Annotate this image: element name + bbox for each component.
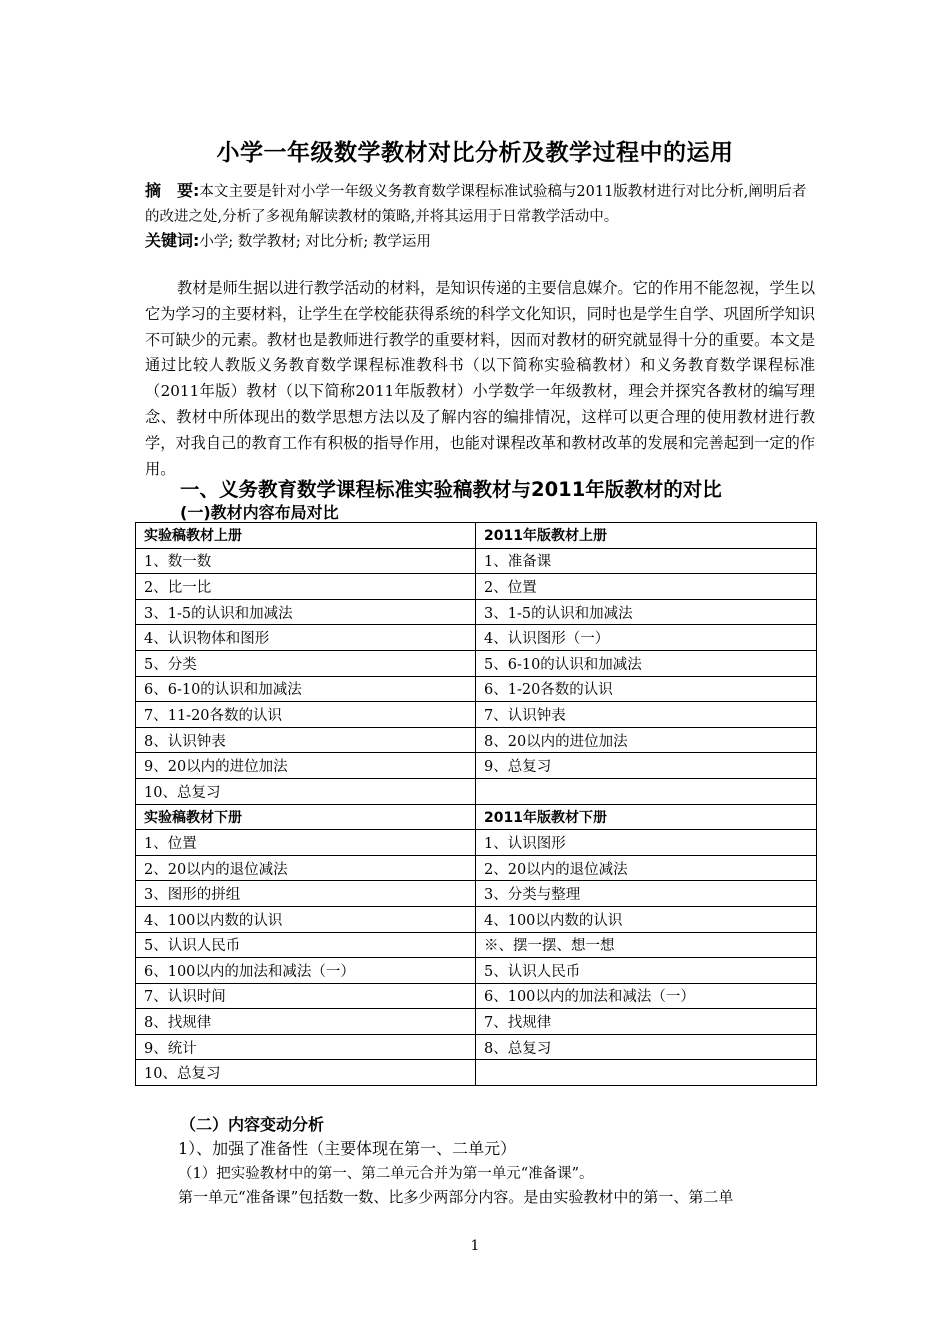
section1-subheading: (一)教材内容布局对比 <box>180 503 339 522</box>
table-row <box>136 727 817 753</box>
section2-point1: 1）、加强了准备性（主要体现在第一、二单元） <box>178 1139 517 1158</box>
table-cell <box>476 778 817 804</box>
table-cell: 6、6-10的认识和加减法 <box>136 676 476 702</box>
table-cell: 7、认识钟表 <box>476 702 817 728</box>
table-cell: 4、认识图形（一） <box>476 625 817 651</box>
table-row <box>136 1034 817 1060</box>
table-cell: 2、20以内的退位减法 <box>476 855 817 881</box>
keywords <box>145 228 815 255</box>
table-row <box>136 548 817 574</box>
abstract-text: 本文主要是针对小学一年级义务教育数学课程标准试验稿与2011版教材进行对比分析,阐明后者的改进之处,分析了多视角解读教材的策略,并将其运用于日常教学活动中。 <box>145 184 807 225</box>
table-cell: 5、6-10的认识和加减法 <box>476 650 817 676</box>
table-row <box>136 830 817 856</box>
table-cell: 2、比一比 <box>136 574 476 600</box>
table-cell: 10、总复习 <box>136 778 476 804</box>
table-header-cell: 实验稿教材上册 <box>136 523 476 549</box>
table-cell: 9、统计 <box>136 1034 476 1060</box>
table-cell: 1、准备课 <box>476 548 817 574</box>
table-cell: 8、找规律 <box>136 1009 476 1035</box>
keywords-text: 小学; 数学教材; 对比分析; 教学运用 <box>199 234 431 250</box>
table-cell <box>476 1060 817 1086</box>
table-cell: 5、认识人民币 <box>136 932 476 958</box>
table-cell: ※、摆一摆、想一想 <box>476 932 817 958</box>
table-cell: 8、总复习 <box>476 1034 817 1060</box>
table-header-row <box>136 804 817 830</box>
table-cell: 3、1-5的认识和加减法 <box>476 599 817 625</box>
abstract <box>145 178 815 230</box>
table-cell: 10、总复习 <box>136 1060 476 1086</box>
table-row <box>136 599 817 625</box>
table-row <box>136 906 817 932</box>
abstract-label: 摘 要: <box>145 181 200 200</box>
table-cell: 3、1-5的认识和加减法 <box>136 599 476 625</box>
table-row <box>136 753 817 779</box>
table-header-cell: 2011年版教材上册 <box>476 523 817 549</box>
section2-heading: （二）内容变动分析 <box>180 1115 325 1134</box>
table-header-cell: 实验稿教材下册 <box>136 804 476 830</box>
table-cell: 8、20以内的进位加法 <box>476 727 817 753</box>
table-cell: 6、100以内的加法和减法（一） <box>136 958 476 984</box>
keywords-label: 关键词: <box>145 231 200 250</box>
table-header-row <box>136 523 817 549</box>
table-row <box>136 676 817 702</box>
table-row <box>136 881 817 907</box>
table-cell: 3、分类与整理 <box>476 881 817 907</box>
table-row <box>136 855 817 881</box>
table-cell: 3、图形的拼组 <box>136 881 476 907</box>
intro-paragraph: 教材是师生据以进行教学活动的材料，是知识传递的主要信息媒介。它的作用不能忽视，学生以它为学习的主要材料，让学生在学校能获得系统的科学文化知识，同时也是学生自学、巩固所学知识不可缺少的元素。教材也是教师进行教学的重要材料，因而对教材的研究就显得十分的重要。本文是通过比较人教版义务教育数学课程标准教科书（以下简称实验稿教材）和义务教育数学课程标准（2011年版）教材（以下简称2011年版教材）小学数学一年级教材，理会并探究各教材的编写理念、教材中所体现出的数学思想方法以及了解内容的编排情况，这样可以更合理的使用教材进行教学，对我自己的教育工作有积极的指导作用，也能对课程改革和教材改革的发展和完善起到一定的作用。 <box>145 279 815 478</box>
table-row <box>136 958 817 984</box>
section2-point1-sub: （1）把实验教材中的第一、第二单元合并为第一单元“准备课”。 <box>178 1166 594 1182</box>
table-cell: 7、找规律 <box>476 1009 817 1035</box>
table-cell: 2、20以内的退位减法 <box>136 855 476 881</box>
table-row <box>136 625 817 651</box>
table-cell: 7、11-20各数的认识 <box>136 702 476 728</box>
table-row <box>136 702 817 728</box>
table-cell: 9、20以内的进位加法 <box>136 753 476 779</box>
table-cell: 6、1-20各数的认识 <box>476 676 817 702</box>
table-row <box>136 1009 817 1035</box>
comparison-table <box>135 522 817 1086</box>
table-row <box>136 1060 817 1086</box>
table-row <box>136 983 817 1009</box>
table-row <box>136 574 817 600</box>
table-cell: 7、认识时间 <box>136 983 476 1009</box>
page-number: 1 <box>470 1238 480 1254</box>
table-cell: 1、数一数 <box>136 548 476 574</box>
table-cell: 5、分类 <box>136 650 476 676</box>
table-cell: 2、位置 <box>476 574 817 600</box>
table-cell: 8、认识钟表 <box>136 727 476 753</box>
table-cell: 9、总复习 <box>476 753 817 779</box>
table-cell: 6、100以内的加法和减法（一） <box>476 983 817 1009</box>
table-cell: 4、100以内数的认识 <box>476 906 817 932</box>
table-header-cell: 2011年版教材下册 <box>476 804 817 830</box>
table-cell: 1、认识图形 <box>476 830 817 856</box>
table-cell: 1、位置 <box>136 830 476 856</box>
section2-paragraph: 第一单元“准备课”包括数一数、比多少两部分内容。是由实验教材中的第一、第二单 <box>178 1188 734 1206</box>
table-cell: 5、认识人民币 <box>476 958 817 984</box>
table-row <box>136 778 817 804</box>
table-row <box>136 650 817 676</box>
page-title: 小学一年级数学教材对比分析及教学过程中的运用 <box>216 140 734 166</box>
table-row <box>136 932 817 958</box>
table-cell: 4、100以内数的认识 <box>136 906 476 932</box>
table-cell: 4、认识物体和图形 <box>136 625 476 651</box>
section1-heading: 一、义务教育数学课程标准实验稿教材与2011年版教材的对比 <box>180 478 722 501</box>
